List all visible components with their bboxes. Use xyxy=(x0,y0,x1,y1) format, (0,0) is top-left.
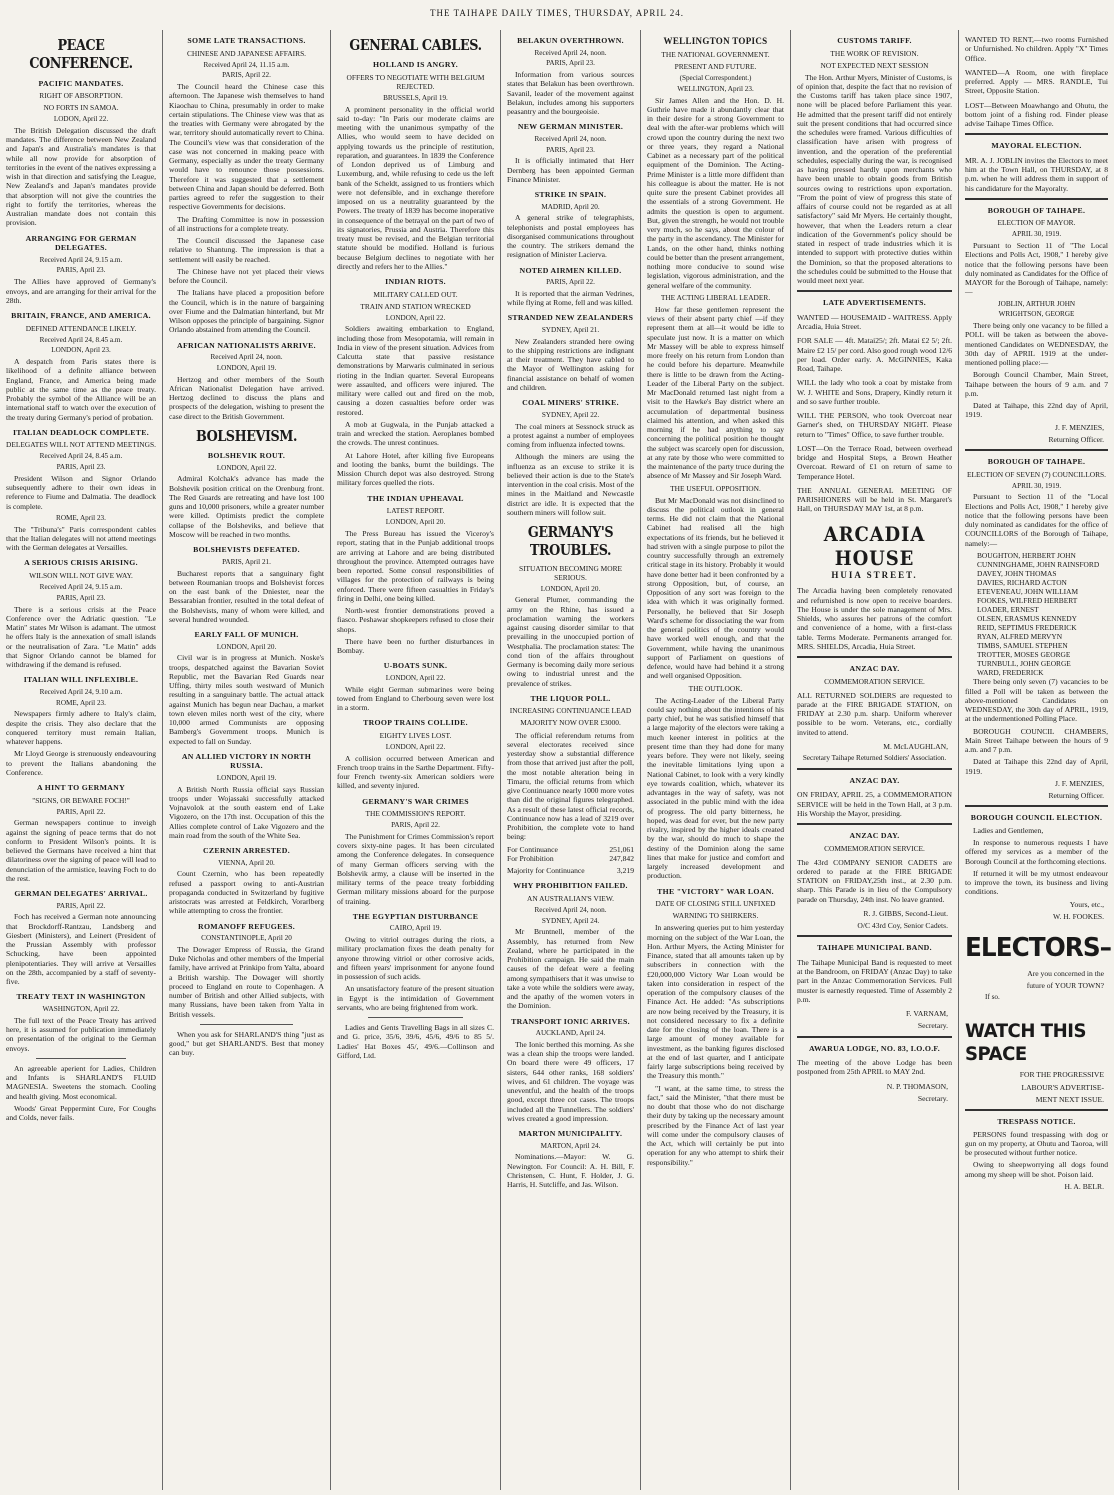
dateline: PARIS, April 22. xyxy=(56,807,106,816)
dateline: LODON, April 22. xyxy=(53,115,109,124)
column-5 xyxy=(640,30,790,1490)
headline: ANZAC DAY. xyxy=(849,831,900,841)
article-paragraph: There is a serious crisis at the Peace Conference over the Adriatic question. "Le Matin" states Mr Wilson is adamant. The utmost he offers Italy is the annexation of small islands or the neutralisation of Zara. "Le Matin" adds that Signor Orlando cannot be blamed for withdrawing if the demand is refused. xyxy=(6,604,156,670)
dateline: PARIS, April 23. xyxy=(546,145,595,154)
headline: STRANDED NEW ZEALANDERS xyxy=(507,313,634,323)
notice-text: Pursuant to Section 11 of the "Local Elections and Polls Act, 1908," I hereby give notice that the following persons have been duly nominated as candidates for the office of COUNCILLORS of the Borough of Taihape, namely:— xyxy=(965,492,1108,548)
headline: BRITAIN, FRANCE, AND AMERICA. xyxy=(11,311,151,320)
notice-text: There being only one vacancy to be filled a POLL will be taken as between the above-mentioned Candidates on WEDNESDAY, the 30th day of APRIL 1919 at the under-mentioned polling place:— xyxy=(965,321,1108,368)
headline: GERMANY'S WAR CRIMES xyxy=(362,796,469,806)
article-paragraph: General Plumer, commanding the army on the Rhine, has issued a proclamation warning the workers against causing disorder similar to that prevailing in the unoccupied portion of Westphalia. The proclamation states: The cond tion of the affairs throughout Germany is becoming daily more serious owing to industrial unrest and the prevalence of strikes. xyxy=(507,595,634,688)
dateline: WASHINGTON, April 22. xyxy=(42,1004,120,1013)
column-6 xyxy=(790,30,958,1490)
headline: NEW GERMAN MINISTER. xyxy=(517,122,624,132)
peace-conference-heading: PEACE CONFERENCE. xyxy=(29,36,133,73)
article-paragraph: A mob at Gugwala, in the Punjab attacked a train and wrecked the station. Aeroplanes bombed the crowds. The unrest continues. xyxy=(337,419,494,448)
late-ads-heading: LATE ADVERTISEMENTS. xyxy=(822,298,927,308)
received-line: Received April 24, noon. xyxy=(210,353,283,362)
article-paragraph: Admiral Kolchak's advance has made the Bolshevik position critical on the Orenburg front. The Red Guards are retreating and have lost 100 guns and 10,000 prisoners, while a greater number were killed. Optimists predict the complete collapse of the Bolsheviks, and believe that Moscow will be reached in two months. xyxy=(169,474,324,539)
dateline: SYDNEY, April 21. xyxy=(541,325,600,334)
column-7 xyxy=(958,30,1114,1490)
article-paragraph: But Mr MacDonald was not disinclined to discuss the political outlook in general terms. He did not claim that the National Cabinet had realised all the high expectations of its friends, but he believed it had striven with a single purpose to pilot the country successfully through an extremely critical stage in its history. Probably it would have done better had it been confronted by a strong Opposition, but, of course, an Opposition of any sort was foreign to the idea with which it was originally formed. Personally, he believed that Sir Joseph Ward's scheme for dissociating the war from the general politics of the country would have worked well enough, and that the Government, while having the unanimous support of Parliament on questions of defence, would have had behind it a strong and well organised Opposition. xyxy=(647,495,784,681)
candidate-name: OLSEN, ERASMUS KENNEDY xyxy=(977,614,1077,624)
article-paragraph: A collision occurred between American and French troop trains in the Sarthe Department. Fifty-four French twenty-six American soldiers were killed, and seventy injured. xyxy=(337,753,494,791)
divider xyxy=(797,1036,952,1038)
headline: PACIFIC MANDATES. xyxy=(38,78,124,88)
headline: COAL MINERS' STRIKE. xyxy=(522,398,619,408)
subheadline: SITUATION BECOMING MORE SERIOUS. xyxy=(518,563,623,582)
article-paragraph: The Drafting Committee is now in possession of all instructions for a complete treaty. xyxy=(169,214,324,233)
signature: M. McLAUGHLAN, xyxy=(883,741,948,751)
divider xyxy=(200,1024,293,1025)
headline: U-BOATS SUNK. xyxy=(383,661,448,671)
article-paragraph: The Ionic berthed this morning. As she was a clean ship the troops were landed. On board there were 49 officers, 17 sisters, 644 other ranks, 168 soldiers' wives, and 61 children. The voyage was uneventful, and the health of the troops good, except three cot cases. The troops included all the Tunnellers. The soldiers' wives created a good impression. xyxy=(507,1039,634,1123)
article-paragraph: Nominations.—Mayor: W. G. Newington. For Council: A. H. Bill, F. Christensen, C. Hunt, F. Holder, J. G. Harris, H. Sutcliffe, and Jas. Wilson. xyxy=(507,1152,634,1190)
article-paragraph: The Allies have approved of Germany's envoys, and are arranging for their arrival for the 28th. xyxy=(6,277,156,305)
article-paragraph: It is officially intimated that Herr Dernberg has been appointed German Finance Minister. xyxy=(507,156,634,184)
notice-text: ALL RETURNED SOLDIERS are requested to parade at the FIRE BRIGADE STATION, on FRIDAY at 2.30 p.m. sharp. Uniform wherever possible to be worn. Veterans, etc., cordially invited to attend. xyxy=(797,690,952,737)
headline: TREATY TEXT IN WASHINGTON xyxy=(16,992,146,1002)
signature-title: Secretary. xyxy=(917,1093,948,1103)
candidate-name: REID, SEPTIMUS FREDERICK xyxy=(977,623,1077,633)
article-paragraph: It is reported that the airman Vedrines, while flying at Rome, fell and was killed. xyxy=(507,288,634,308)
headline: EARLY FALL OF MUNICH. xyxy=(194,630,299,640)
headline: INDIAN RIOTS. xyxy=(385,277,446,287)
article-paragraph: Count Czernin, who has been repeatedly refused a passport owing to anti-Austrian propaganda conducted in Switzerland by fugitive aristocrats was arrested at Feldkirch, Vorarlberg while attempting to cross the frontier. xyxy=(169,869,324,916)
received-line: Received April 24, noon. xyxy=(534,134,607,143)
subheadline: MAJORITY NOW OVER £3000. xyxy=(520,718,621,728)
dateline: LONDON, April 20. xyxy=(216,642,277,651)
headline: AFRICAN NATIONALISTS ARRIVE. xyxy=(177,340,316,350)
notice-text: PERSONS found trespassing with dog or gun on my property, at Ohutu and Taoroa, will be prosecuted without further notice. xyxy=(965,1129,1108,1158)
article-paragraph: Although the miners are using the influenza as an excuse to strike it is believed their action is due to the State's intervention in the coal crisis. Most of the mines in the Maitland and Newcastle district are idle. It is expected that the southern miners will follow suit. xyxy=(507,452,634,517)
dateline: PARIS, April 23. xyxy=(546,59,595,68)
dateline: ROME, April 23. xyxy=(56,698,106,707)
article-paragraph: At Lahore Hotel, after killing five Europeans and looting the banks, burnt the buildings. The Mission Church depot was also destroyed. Strong military forces quelled the riots. xyxy=(337,450,494,488)
article-paragraph: How far these gentlemen represent the views of their absent party chief —if they represent them at all—it would be idle to speculate just now. It is a matter on which Mr Massey will be able to express himself more freely on his return from London than he could before his departure. Meanwhile there is little to be drawn from the Acting-Leader of the Liberal Party on the subject. Mr MacDonald returned last night from a visit to the Hawke's Bay district where an accumulation of departmental business claimed his attention, and when asked this morning if he had anything to say concerning the political position he thought the subject was scarcely open for discussion, at any rate by those who were committed to the maintenance of the party truce during the absence of Mr Massey and Sir Joseph Ward. xyxy=(647,304,784,481)
signature: N. P. THOMASON, xyxy=(886,1081,948,1091)
article-paragraph: The Dowager Empress of Russia, the Grand Duke Nicholas and other members of the Imperial family, have arrived at Prinkipo from Yalta, aboard a British warship. The Dowager will shortly proceed to England en route to Copenhagen. A number of British and other Allied subjects, with many Russians, have been taken from Yalta in British vessels. xyxy=(169,944,324,1019)
notice-text: In response to numerous requests I have offered my services as a member of the Borough Council at the forthcoming elections. xyxy=(965,838,1108,866)
article-paragraph: Mr Lloyd George is strenuously endeavouring to prevent the Italians abandoning the Conference. xyxy=(6,749,156,777)
notice-text: Dated at Taihape this 22nd day of April, 1919. xyxy=(965,757,1108,776)
article-paragraph: Owing to vitriol outrages during the riots, a military proclamation fixes the death penalty for anyone throwing vitriol or other corrosive acids, and fifteen years' imprisonment for anyone found in possession of such acids. xyxy=(337,935,494,982)
article-paragraph: Bucharest reports that a sanguinary fight between Roumanian troops and Bolshevist forces on the east bank of the Dniester, near the Bessarabian frontier, resulted in the total defeat of the Bolshevists, many of whom were killed, and several hundred wounded. xyxy=(169,568,324,624)
signature-title: O/C 43rd Coy, Senior Cadets. xyxy=(857,921,948,931)
article-paragraph: The "Tribuna's" Paris correspondent cables that the Italian delegates will not attend meetings with the German delegates at Versailles. xyxy=(6,524,156,553)
article-paragraph: The Italians have placed a proposition before the Council, which is in the nature of bargaining over Fiume and the Dalmatian hinterland, but Mr Wilson opposes the principle of bargaining. Signor Orlando abstained from attending the Council. xyxy=(169,288,324,335)
signature: R. J. GIBBS, Second-Lieut. xyxy=(863,908,948,918)
article-paragraph: The Punishment for Crimes Commission's report covers sixty-nine pages. It has been circulated among the Conference delegates. In consequence of many German officers serving with the Bolshevik army, a clause will be inserted in the military terms of the peace treaty forbidding German military missions aboard for the purpose of training. xyxy=(337,831,494,906)
article-paragraph: The Acting-Leader of the Liberal Party could say nothing about the intentions of his party chief, but he was satisfied himself that a large majority of the electors were taking a much keener interest in politics at the present time than they had done for many years before. They were not likely, seeing the inevitable limitations lying upon a National Cabinet, to look with a very kindly eye towards coalition, which, whatever its advantages in the way of safety, was not associated in the public mind with the idea of progress. The old party bitterness, he hoped, was dead for ever, but the new party rivalry, inspired by the higher ideals created by the war, should do much to shape the destiny of the Dominion along the same lines that make for justice and comfort and largely increased development and production. xyxy=(647,695,784,881)
subheadline: NOT EXPECTED NEXT SESSION xyxy=(820,60,929,70)
notice-text: There being only seven (7) vacancies to be filled a Poll will be taken as between the above-mentioned Candidates on WEDNESDAY, the 30th day of APRIL, 1919, at the undermentioned Polling Place. xyxy=(965,677,1108,724)
candidate-name: TROTTER, MOSES GEORGE xyxy=(977,650,1071,660)
headline: STRIKE IN SPAIN. xyxy=(534,190,607,200)
headline: THE "VICTORY" WAR LOAN. xyxy=(657,886,774,896)
dateline: PARIS, April 23. xyxy=(56,463,106,472)
article-paragraph: The Council discussed the Japanese case relative to Shantung. The impression is that a settlement will easily be reached. xyxy=(169,236,324,264)
watch-this-space-banner: WATCH THIS SPACE xyxy=(965,1020,1087,1066)
article-paragraph: The British Delegation discussed the draft mandates. The difference between New Zealand and Japan's and Australia's mandates is that while all now provide for absorption of territories in the event of the natives expressing a wish in that direction and satisfying the League, New Zealand's and Japan's mandates provide that absorption will not give the countries the right to fortify the territories, whereas the Australian mandate does not contain this provision. xyxy=(6,125,156,228)
candidate-name: CUNNINGHAME, JOHN RAINSFORD xyxy=(977,559,1100,569)
candidate-name: DAVEY, JOHN THOMAS xyxy=(977,569,1057,578)
divider xyxy=(797,290,952,292)
column-3 xyxy=(330,30,500,1490)
candidate-name: TURNBULL, JOHN GEORGE xyxy=(977,659,1071,669)
dateline: LONDON, April 22. xyxy=(385,742,446,751)
subheadline: WARNING TO SHIRKERS. xyxy=(672,911,759,921)
poll-row xyxy=(507,854,634,863)
candidate-list xyxy=(965,551,1108,677)
article-paragraph: While eight German submarines were being towed from England to Cherbourg seven were lost in a storm. xyxy=(337,684,494,713)
signature-title: Returning Officer. xyxy=(1048,791,1104,801)
candidate-name: TIMBS, SAMUEL STEPHEN xyxy=(977,641,1068,651)
electors-banner: ELECTORS– xyxy=(965,933,1112,964)
article-paragraph: The full text of the Peace Treaty has arrived here, it is assumed for publication immediately on presentation of the original to the German envoys. xyxy=(6,1015,156,1053)
article-paragraph: Foch has received a German note announcing that Brockdorff-Rantzau, Landsberg and Giesbert (Ministers), and Leinert (President of the Prussian Assembly with professor Schucking, have been appointed plenipotentiaries. They will arrive at Versailles on the 28th, accompanied by a staff of seventy-five. xyxy=(6,912,156,987)
received-line: Received April 24, 9.10 a.m. xyxy=(39,687,123,696)
subheadline: DELEGATES WILL NOT ATTEND MEETINGS. xyxy=(6,440,156,450)
received-line: Received April 24, 9.15 a.m. xyxy=(39,583,123,591)
subheadline: RIGHT OF ABSORPTION. xyxy=(39,91,123,101)
headline: AN ALLIED VICTORY IN NORTH RUSSIA. xyxy=(181,751,312,771)
headline: BOROUGH COUNCIL ELECTION. xyxy=(970,813,1103,823)
signature: W. H. FOOKES. xyxy=(1053,911,1104,921)
dateline: LONDON, April 19. xyxy=(216,773,277,782)
notice-text: Dated at Taihape, this 22nd day of April, 1919. xyxy=(965,401,1108,420)
signature-title: Secretary Taihape Returned Soldiers' Association. xyxy=(802,754,947,763)
dateline: PARIS, April 23. xyxy=(56,266,106,275)
divider xyxy=(797,935,952,937)
dateline: PARIS, April 23. xyxy=(56,593,106,602)
dateline: LONDON, April 20. xyxy=(540,584,601,593)
notice-text: If returned it will be my utmost endeavour to improve the town, its business and living conditions. xyxy=(965,868,1108,897)
dateline: BRUSSELS, April 19. xyxy=(383,93,448,102)
dateline: LONDON, April 23. xyxy=(51,346,111,355)
headline: TAIHAPE MUNICIPAL BAND. xyxy=(817,943,932,953)
candidate-name: FOOKES, WILFRED HERBERT xyxy=(977,596,1078,606)
notice-text: The 43rd COMPANY SENIOR CADETS are ordered to parade at the FIRE BRIGADE STATION on FRIDAY,25th inst., at 2.30 p.m. sharp. This Parade is in lieu of the Compulsory parade on Thursday, 24th inst. No leave granted. xyxy=(797,857,952,904)
column-2 xyxy=(162,30,330,1490)
classified-ad: WANTED—A Room, one with fireplace preferred. Apply — MRS. RANDLE, Tui Street, Opposite Station. xyxy=(965,67,1108,96)
column-4 xyxy=(500,30,640,1490)
subheadline: INCREASING CONTINUANCE LEAD xyxy=(509,706,632,716)
arcadia-ad-text: The Arcadia having been completely renovated and refurnished is now open to receive boarders. The House is under the sole management of Mrs. Shields, who assures her patrons of the comfort and convenience of a home, with a first-class table. Terms Moderate. Permanents arranged for. MRS. SHIELDS, Arcadia, Huia Street. xyxy=(797,586,952,651)
advertisement: Ladies and Gents Travelling Bags in all sizes C. and G. price, 35/6, 39/6, 45/6, 49/6 to 85 5/. Ladies' Hat Boxes 45/, 49/6.—Collinson and Gifford, Ltd. xyxy=(337,1023,494,1060)
electors-line: future of YOUR TOWN? xyxy=(1026,981,1104,991)
headline: ARRANGING FOR GERMAN DELEGATES. xyxy=(25,233,137,253)
headline: ROMANOFF REFUGEES. xyxy=(198,921,295,931)
subheadline: ELECTION OF SEVEN (7) COUNCILLORS. xyxy=(967,469,1106,479)
poll-label: Majority for Continuance xyxy=(507,866,585,875)
advertisement: Woods' Great Peppermint Cure, For Coughs and Colds, never fails. xyxy=(6,1103,156,1122)
article-paragraph: There have been no further disturbances in Bombay. xyxy=(337,636,494,656)
dateline: SYDNEY, April 22. xyxy=(541,410,600,419)
received-line: Received April 24, 11.15 a.m. xyxy=(203,60,290,69)
dateline: CAIRO, April 19. xyxy=(389,924,442,933)
dateline: LONDON, April 19. xyxy=(216,363,277,372)
subheadline: EIGHTY LIVES LOST. xyxy=(379,730,452,740)
signature: J. F. MENZIES, xyxy=(1055,778,1104,788)
divider xyxy=(965,133,1108,135)
article-paragraph: Information from various sources states that Belakun has been overthrown. Savanil, leader of the movement against Belakun, includes among his supporters peasantry and the bourgeoisie. xyxy=(507,70,634,117)
signature: Yours, etc., xyxy=(1069,899,1104,909)
headline: ITALIAN WILL INFLEXIBLE. xyxy=(23,675,139,685)
signature-title: Secretary. xyxy=(917,1021,948,1031)
headline: WHY PROHIBITION FAILED. xyxy=(513,881,628,891)
headline: ANZAC DAY. xyxy=(849,775,900,785)
subheadline: TRAIN AND STATION WRECKED xyxy=(360,301,471,311)
candidate-name: RYAN, ALFRED MERVYN xyxy=(977,632,1063,642)
notice-text: Ladies and Gentlemen, xyxy=(973,825,1044,835)
divider xyxy=(36,1058,126,1059)
divider xyxy=(965,1109,1108,1111)
divider xyxy=(965,805,1108,807)
divider xyxy=(797,768,952,770)
divider xyxy=(368,1017,462,1018)
headline: THE EGYPTIAN DISTURBANCE xyxy=(352,911,479,921)
subheadline: LATEST REPORT. xyxy=(386,506,445,516)
election-date: APRIL 30, 1919. xyxy=(1011,230,1062,239)
headline: NOTED AIRMEN KILLED. xyxy=(519,265,622,275)
dateline: PARIS, April 22. xyxy=(546,278,595,287)
masthead: THE TAIHAPE DAILY TIMES, THURSDAY, APRIL 24. xyxy=(430,8,684,18)
dateline: AUCKLAND, April 24. xyxy=(535,1029,606,1038)
subheadline: THE OUTLOOK. xyxy=(688,683,743,693)
dateline: SYDNEY, April 24. xyxy=(541,916,600,925)
subheadline: COMMEMORATION SERVICE. xyxy=(824,843,925,853)
column-1 xyxy=(0,30,162,1490)
article-paragraph: The Council heard the Chinese case this afternoon. The Japanese wish themselves to hand Kiaochau to China, presumably in order to make certain stipulations. The Chinese view was that as the treaties with Germany were abrogated by the war, territory should automatically revert to China. The Council's view was that consideration of the case was not concerned in making peace with Germany, especially as under the treaty Germany would have to renounce those possessions. Therefore it was suggested that a settlement between China and Japan should be deferred. Both parties agreed to refer the suggestion to their respective Governments for decisions. xyxy=(169,82,324,212)
article-paragraph: A British North Russia official says Russian troops under Wojassaki successfully attacked Vojnavolok at the south eastern end of Lake Vigozero, on the 17th inst. Occupation of this the Allies complete control of Lake Vigozero and the main road from the south of the White Sea. xyxy=(169,784,324,840)
divider xyxy=(797,656,952,658)
subheadline: THE USEFUL OPPOSITION. xyxy=(670,483,761,493)
article-paragraph: New Zealanders stranded here owing to the shipping restrictions are indignant at their treatment. They have cabled to the Mayor of Wellington asking for financial assistance on behalf of women and children. xyxy=(507,336,634,392)
signature: F. VARNAM, xyxy=(906,1009,948,1019)
subheadline: WILSON WILL NOT GIVE WAY. xyxy=(29,570,133,580)
dateline: ROME, April 23. xyxy=(56,513,106,522)
dateline: PARIS, April 21. xyxy=(222,557,271,566)
poll-value: 3,219 xyxy=(616,866,634,875)
candidate-name: WARD, FREDERICK xyxy=(977,668,1044,678)
subheadline: PRESENT AND FUTURE. xyxy=(674,62,757,71)
candidate-name: JOBLIN, ARTHUR JOHN xyxy=(997,299,1076,308)
notice-text: The meeting of the above Lodge has been postponed from 25th APRIL to MAY 2nd. xyxy=(797,1058,952,1077)
classified-ad: LOST—Between Moawhango and Ohutu, the bottom joint of a fishing rod. Finder please advise Taihape Times Office. xyxy=(965,100,1108,128)
subheadline: NO FORTS IN SAMOA. xyxy=(43,103,119,113)
general-cables-heading: GENERAL CABLES. xyxy=(349,36,482,54)
subheadline: DATE OF CLOSING STILL UNFIXED xyxy=(655,899,776,909)
article-paragraph: "I want, at the same time, to stress the fact," said the Minister, "that there must be no doubt that those who do not discharge their duty by taking up the necessary amount prescribed by the Finance Act of last year will come under the compulsory clauses of the Act, which will certainly be put into operation for any who attempt to shirk their responsibility." xyxy=(647,1083,784,1167)
signature: H. A. BELR. xyxy=(1064,1181,1104,1191)
arcadia-address: HUIA STREET. xyxy=(831,570,918,581)
signature: J. F. MENZIES, xyxy=(1055,422,1104,432)
candidate-name: ETEVENEAU, JOHN WILLIAM xyxy=(977,587,1079,597)
headline: BOROUGH OF TAIHAPE. xyxy=(987,205,1086,215)
dateline: MARTON, April 24. xyxy=(540,1141,601,1150)
article-paragraph: Soldiers awaiting embarkation to England, including those from Mesopotamia, will remain in India in view of the present situation. Advices from Calcutta state that passive resistance demonstrations by Marwaris culminated in serious rioting in the Indian quarter. Several Europeans were assaulted, and officers were injured. The military were called out and fired on the mob, causing a dozen casualties before order was restored. xyxy=(337,324,494,417)
advertisement: An agreeable aperient for Ladies, Children and Infants is SHARLAND'S FLUID MAGNESIA. Sweetens the stomach. Cooling and health giving. Most economical. xyxy=(6,1063,156,1101)
article-paragraph: President Wilson and Signor Orlando subsequently adhere to their own ideas in reference to Fiume and Dalmatia. The deadlock is complete. xyxy=(6,473,156,511)
article-paragraph: The Hon. Arthur Myers, Minister of Customs, is of opinion that, despite the fact that no revision of the Customs tariff has taken place since 1907, none will be placed before Parliament this year. He admitted that the present tariff did not entirely suit the present conditions that had occurred since the schedules were framed. Various difficulties of classification have arisen with progress of invention, and the operation of the preferential schedules, especially during the war, is recognised as having pressed hardly upon merchants who have been unable to obtain goods from British sources owing to restrictions upon exportation. "From the point of view of progress this state of affairs of course could not be regarded as at all satisfactory" said Mr Myers. He certainly thought, however, that when the Leaders return a clear indication of the Government's policy should be stated in respect of trade industries which it is intended to support with protective duties within the Dominion, so that the proposed alterations to the schedules could be submitted to the House that would meet next year. xyxy=(797,72,952,286)
headline: ANZAC DAY. xyxy=(849,664,900,674)
article-paragraph: North-west frontier demonstrations proved a fiasco. Peshawar shopkeepers refused to close their shops. xyxy=(337,606,494,634)
received-line: Received April 24, 8.45 a.m. xyxy=(39,335,123,344)
dateline: LONDON, April 20. xyxy=(385,518,446,527)
headline: ITALIAN DEADLOCK COMPLETE. xyxy=(12,427,150,437)
headline: TRANSPORT IONIC ARRIVES. xyxy=(511,1016,630,1026)
dateline: LONDON, April 22. xyxy=(385,313,446,322)
article-paragraph: The Chinese have not yet placed their views before the Council. xyxy=(169,266,324,286)
subheadline: THE COMMISSION'S REPORT. xyxy=(365,809,466,819)
dateline: CONSTANTINOPLE, April 20 xyxy=(201,934,292,943)
article-paragraph: The Press Bureau has issued the Viceroy's report, stating that in the Punjab additional troops are arriving at Lahore and are being distributed throughout the province. Attempted outrages have been reported. Some consul responsibilities of villages for the protection of railways is being enforced. There were fifteen casualties in Friday's firing in Delhi, one being killed. xyxy=(337,529,494,603)
subheadline: CHINESE AND JAPANESE AFFAIRS. xyxy=(186,48,307,58)
article-paragraph: Hertzog and other members of the South African Nationalist Delegation have arrived. Hertzog declined to discuss the plans and prospects of the delegation, wishing to present the case direct to the British Government. xyxy=(169,374,324,421)
headline: HOLLAND IS ANGRY. xyxy=(373,60,458,70)
received-line: Received April 24, noon. xyxy=(534,905,607,914)
divider xyxy=(965,198,1108,200)
arcadia-house-title: ARCADIA HOUSE xyxy=(823,521,926,570)
headline: SOME LATE TRANSACTIONS. xyxy=(187,36,306,45)
poll-value: 251,061 xyxy=(609,844,634,854)
watch-line: MENT NEXT ISSUE. xyxy=(1035,1094,1104,1104)
article-paragraph: A general strike of telegraphists, telephonists and postal employees has disorganised communications throughout the country. The strikers demand the resignation of Minister Lacierva. xyxy=(507,213,634,260)
watch-line: FOR THE PROGRESSIVE xyxy=(1019,1070,1104,1080)
signature-title: Returning Officer. xyxy=(1048,434,1104,444)
candidate-name: LOADER, ERNEST xyxy=(977,605,1039,615)
subheadline: AN AUSTRALIAN'S VIEW. xyxy=(527,893,614,903)
germanys-troubles-heading: GERMANY'S TROUBLES. xyxy=(527,523,614,560)
article-paragraph: Civil war is in progress at Munich. Noske's troops, despatched against the Bavarian Soviet Republic, met the Bavarian Red Guards near Uffing, thirty miles south westward of Munich resulting in a sanguinary battle. The actual attack against Munich has begun near Dachau, a market town eleven miles north west of the city, where 10,000 armed Communists are opposing Bamberg's Government troops. Munich is expected to fall on Sunday. xyxy=(169,653,324,746)
poll-label: For Continuance xyxy=(507,844,558,854)
correspondent-line: (Special Correspondent.) xyxy=(679,74,752,83)
dateline: MADRID, April 20. xyxy=(541,202,600,211)
headline: CZERNIN ARRESTED. xyxy=(203,846,290,856)
electors-line: Are you concerned in the xyxy=(1027,968,1104,978)
dateline: PARIS, April 22. xyxy=(56,901,106,910)
headline: AWARUA LODGE, NO. 83, I.O.O.F. xyxy=(808,1043,941,1053)
article-paragraph: Newspapers firmly adhere to Italy's claim, despite the crisis. They also declare that the conquered territory must remain Italian, whatever happens. xyxy=(6,709,156,747)
dateline: WELLINGTON, April 23. xyxy=(677,84,754,93)
divider xyxy=(965,449,1108,451)
headline: THE INDIAN UPHEAVAL xyxy=(367,493,464,503)
article-paragraph: Sir James Allen and the Hon. D. H. Guthrie have made it abundantly clear that in their desire for a strong Government to deal with the after-war problems which will crowd upon the country during the next two or three years, they regard a National Cabinet as a necessary part of the political equipment of the Dominion. The Acting-Prime Minister is a little more diffident than his colleague is about the matter. He is not quite sure the present Cabinet provides all the essentials of a strong Government. He admits the question is open to argument. But, given the strength, he would not trouble very much, so he says, about the colour of the party in the ascendancy. The Minister for Lands, on the other hand, thinks nothing could be better than the present arrangement, nothing more conducive to sound wise legislation, vigorous administration, and the general welfare of the community. xyxy=(647,95,784,290)
received-line: Received April 24, 8.45 a.m. xyxy=(39,452,123,461)
article-paragraph: In answering queries put to him yesterday morning on the subject of the War Loan, the Hon. Arthur Myers, the Acting Minister for Finance, stated that all amounts taken up by subscribers in connection with the £20,000,000 Victory War Loan would be taken into consideration in respect of the operation of the compulsory clauses of the Finance Act. He added: "As subscriptions are now being received by the Treasury, it is not considered necessary to fix a definite date for the closing of the loan. There is a large amount of money available for investment, as the banking figures disclosed at the end of last quarter, and I anticipate fairly large subscriptions being received by the Treasury this month." xyxy=(647,923,784,1081)
article-paragraph: A prominent personality in the official world said to-day: "In Paris our moderate claims are meeting with the unanimous sympathy of the Allies, who would seem to have decided on applying towards us the principle of restitution, reparation, and guarantees. In 1839 the Conference of London deprived us of Limburg and Luxemburg, and, while refusing to cede us the left bank of the Scheldt, assigned to us frontiers which were not defensible, and in exchange therefore imposed on us a neutrality guaranteed by the Powers. The treaty of 1839 has become inoperative in consequence of the betrayal on the part of two of its signatories, Prussia and Austria. Therefore this treaty must be revised, and the Belgian territorial statute should be modified. Holland is furious because Belgium declines to negotiate with her directly and refers her to the Allies." xyxy=(337,104,494,271)
classified-ad: WANTED — HOUSEMAID - WAITRESS. Apply Arcadia, Huia Street. xyxy=(797,312,952,332)
poll-label: For Prohibition xyxy=(507,853,554,863)
candidate-name: WRIGHTSON, GEORGE xyxy=(998,310,1075,319)
advertisement: When you ask for SHARLAND'S thing "just as good," but get SHARLAND'S. Best that money can buy. xyxy=(169,1029,324,1058)
dateline: VIENNA, April 20. xyxy=(218,858,275,867)
dateline: LONDON, April 22. xyxy=(385,673,446,682)
subheadline: THE NATIONAL GOVERNMENT. xyxy=(661,49,770,59)
classified-ad: FOR SALE — 4ft. Matai25/; 2ft. Matai £2 5/; 2ft. Maire £2 15/ per cord. Also good rough wood 12/6 per load. Order early. A. McGINNIES, Kaka Road, Taihape. xyxy=(797,336,952,374)
article-paragraph: The official referendum returns from several electorates received since yesterday show a substantial difference from those that arrived just after the poll, the most notable alteration being in Timaru, the official returns from which give Continuance nearly 1000 more votes than did the original figures telegraphed. As a result of these latest official records, Continuance now has a lead of 3219 over Prohibition, the complete vote to hand being: xyxy=(507,730,634,842)
article-paragraph: The coal miners at Sessnock struck as a protest against a number of employees coming from influenza infected towns. xyxy=(507,421,634,449)
notice-text: Owing to sheepworrying all dogs found among my sheep will be shot. Poison laid. xyxy=(965,1160,1108,1179)
notice-text: Pursuant to Section 11 of "The Local Elections and Polls Act, 1908," I hereby give notice that the following persons have been duly nominated as Candidates for the Office of MAYOR for the Borough of Taihape, namely:— xyxy=(965,241,1108,297)
headline: MAYORAL ELECTION. xyxy=(991,141,1082,151)
election-date: APRIL 30, 1919. xyxy=(1011,481,1062,490)
subheadline: DEFINED ATTENDANCE LIKELY. xyxy=(25,323,137,333)
candidate-name: DAVIES, RICHARD ACTON xyxy=(977,578,1067,588)
bolshevism-heading: BOLSHEVISM. xyxy=(195,426,297,445)
subheadline: COMMEMORATION SERVICE. xyxy=(824,676,925,686)
subheadline: THE WORK OF REVISION. xyxy=(830,48,919,58)
poll-value: 247,842 xyxy=(609,853,634,863)
watch-line: LABOUR'S ADVERTISE- xyxy=(1021,1082,1104,1092)
divider xyxy=(797,823,952,825)
article-paragraph: An unsatisfactory feature of the present situation in Egypt is the intimidation of Government servants, who are being frightened from work. xyxy=(337,984,494,1012)
headline: BELAKUN OVERTHROWN. xyxy=(517,36,624,45)
notice-text: Borough Council Chamber, Main Street, Taihape between the hours of 9 a.m. and 7 p.m. xyxy=(965,370,1108,398)
subheadline: THE ACTING LIBERAL LEADER. xyxy=(660,292,771,302)
dateline: PARIS, April 22. xyxy=(391,821,440,830)
headline: BOROUGH OF TAIHAPE. xyxy=(987,457,1086,467)
candidate-name: BOUGHTON, HERBERT JOHN xyxy=(977,550,1076,560)
classified-ad: WILL THE PERSON, who took Overcoat near Garner's shed, on THURSDAY NIGHT. Please return to "Times" Office, to save further trouble. xyxy=(797,411,952,439)
dateline: LONDON, April 22. xyxy=(216,463,277,472)
article-paragraph: German newspapers continue to inveigh against the signing of peace terms that do not conform to President Wilson's points. It is believed the Germans have received a hint that dilatoriness over the signing of peace will lead to denunciation of the armistice, leaving Foch to do the rest. xyxy=(6,818,156,883)
notice-text: The Taihape Municipal Band is requested to meet at the Bandroom, on FRIDAY (Anzac Day) to take part in the Anzac Commemoration Services. Full muster is earnestly requested. Time of Assembly 2 p.m. xyxy=(797,957,952,1004)
notice-text: ON FRIDAY, APRIL 25, a COMMEMORATION SERVICE will be held in the Town Hall, at 3 p.m. His Worship the Mayor, presiding. xyxy=(797,790,952,818)
subheadline: MILITARY CALLED OUT. xyxy=(373,289,458,299)
poll-row xyxy=(507,866,634,875)
classified-ad: LOST—On the Terrace Road, between overhead bridge and Hospital Steps, a Brown Heather Overcoat. Reward of £1 on return of same to Temperance Hotel. xyxy=(797,443,952,481)
headline: CUSTOMS TARIFF. xyxy=(837,36,912,45)
headline: MARTON MUNICIPALITY. xyxy=(518,1129,623,1139)
subheadline: ELECTION OF MAYOR. xyxy=(997,218,1076,228)
subheadline: OFFERS TO NEGOTIATE WITH BELGIUM REJECTED. xyxy=(346,72,485,91)
poll-row xyxy=(507,845,634,854)
headline: A SERIOUS CRISIS ARISING. xyxy=(24,558,138,568)
headline: WELLINGTON TOPICS xyxy=(663,36,768,46)
article-paragraph: Mr Bruntnell, member of the Assembly, has returned from New Zealand, where he participated in the Prohibition campaign. He said the main causes of the defeat were a feeling among sympathisers that it was unwise to take a vote while the soldiers were away, and the apathy of the women voters in the Dominion. xyxy=(507,927,634,1011)
headline: BOLSHEVISTS DEFEATED. xyxy=(193,545,300,555)
classified-ad: THE ANNUAL GENERAL MEETING OF PARISHIONERS will be held in St. Margaret's Hall, on THURSDAY MAY 1st, at 8 p.m. xyxy=(797,485,952,514)
headline: A HINT TO GERMANY xyxy=(36,783,126,793)
headline: TROOP TRAINS COLLIDE. xyxy=(363,718,468,728)
classified-ad: WANTED TO RENT,—two rooms Furnished or Unfurnished. No children. Apply "X" Times Office. xyxy=(965,35,1108,63)
notice-text: BOROUGH COUNCIL CHAMBERS, Main Street Taihape between the hours of 9 a.m. and 7 p.m. xyxy=(965,726,1108,755)
headline: THE LIQUOR POLL. xyxy=(530,693,611,703)
dateline: PARIS, April 22. xyxy=(222,71,271,80)
electors-line: If so. xyxy=(985,993,1000,1002)
received-line: Received April 24, 9.15 a.m. xyxy=(39,255,123,264)
headline: GERMAN DELEGATES' ARRIVAL. xyxy=(14,889,148,899)
article-paragraph: A despatch from Paris states there is likelihood of a definite alliance between England, France, and America being made public at the same time as the peace treaty. Probably the symbol of the Alliance will be an international staff to watch over the execution of the treaty during Germany's period of probation. xyxy=(6,357,156,422)
headline: TRESPASS NOTICE. xyxy=(997,1117,1076,1127)
classified-ad: WILL the lady who took a coat by mistake from W. J. WHITE and Sons, Drapery, Kindly return it and so save further trouble. xyxy=(797,378,952,406)
received-line: Received April 24, noon. xyxy=(534,48,607,57)
headline: BOLSHEVIK ROUT. xyxy=(207,451,286,461)
notice-text: MR. A. J. JOBLIN invites the Electors to meet him at the Town Hall, on THURSDAY, at 8 p.m. when he will address them in support of his candidature for the Mayoralty. xyxy=(965,155,1108,193)
subheadline: "SIGNS, OR BEWARE FOCH!" xyxy=(32,795,130,805)
